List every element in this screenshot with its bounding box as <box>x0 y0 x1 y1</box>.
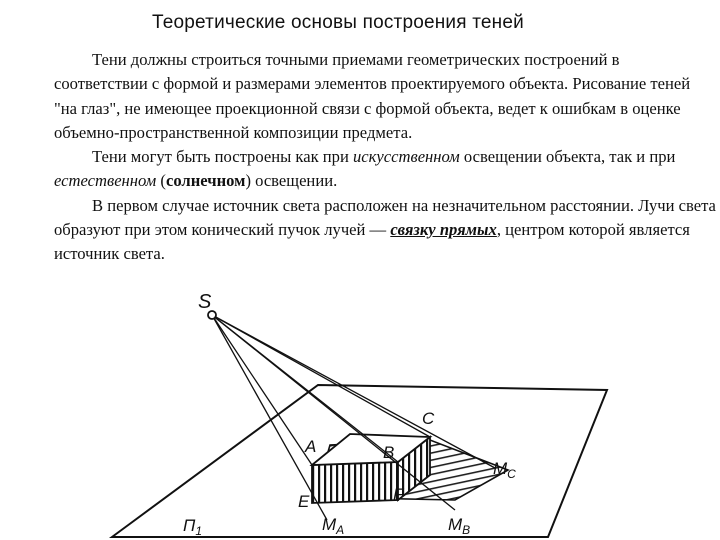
text-run: , центром которой является источник света. <box>54 220 690 264</box>
box-front-face <box>312 462 398 503</box>
label-b: B <box>383 443 395 462</box>
label-mc: $M_C$ <box>493 459 516 481</box>
text-run: В первом случае источник света расположен на незначительном расстоянии. Лучи света образуют при этом конический пучок лучей — <box>54 195 716 240</box>
label-s: S <box>198 291 212 313</box>
text-run: освещении объекта, так и при <box>459 147 676 167</box>
text-run: ) освещении. <box>245 171 338 191</box>
text-run: ( <box>156 171 166 191</box>
emphasis-artificial: искусственном <box>352 147 460 167</box>
paragraph-1: Тени должны строиться точными приемами геометрических построений в соответствии с формой и размерами элементов проектируемого объекта. Рисование теней "на глаз", не имеющее проекционной связи с формой объекта, ведет к ошибкам в оценке объемно-пространственной композиции предмета. <box>54 50 691 142</box>
label-mb: $M_B$ <box>448 515 471 537</box>
label-e: E <box>298 492 310 511</box>
label-plane: $П_1$ <box>183 516 203 538</box>
slide-title: Теоретические основы построения теней <box>152 12 524 33</box>
term-bundle-of-lines: связку прямых <box>390 220 497 240</box>
label-f: F <box>393 485 404 504</box>
text-run: Тени могут быть построены как при <box>92 147 353 167</box>
emphasis-natural: естественном <box>54 171 157 191</box>
emphasis-solar: солнечном <box>165 171 246 191</box>
label-c: C <box>422 409 435 428</box>
label-ma: $M_A$ <box>322 515 345 537</box>
label-a: A <box>305 437 317 456</box>
